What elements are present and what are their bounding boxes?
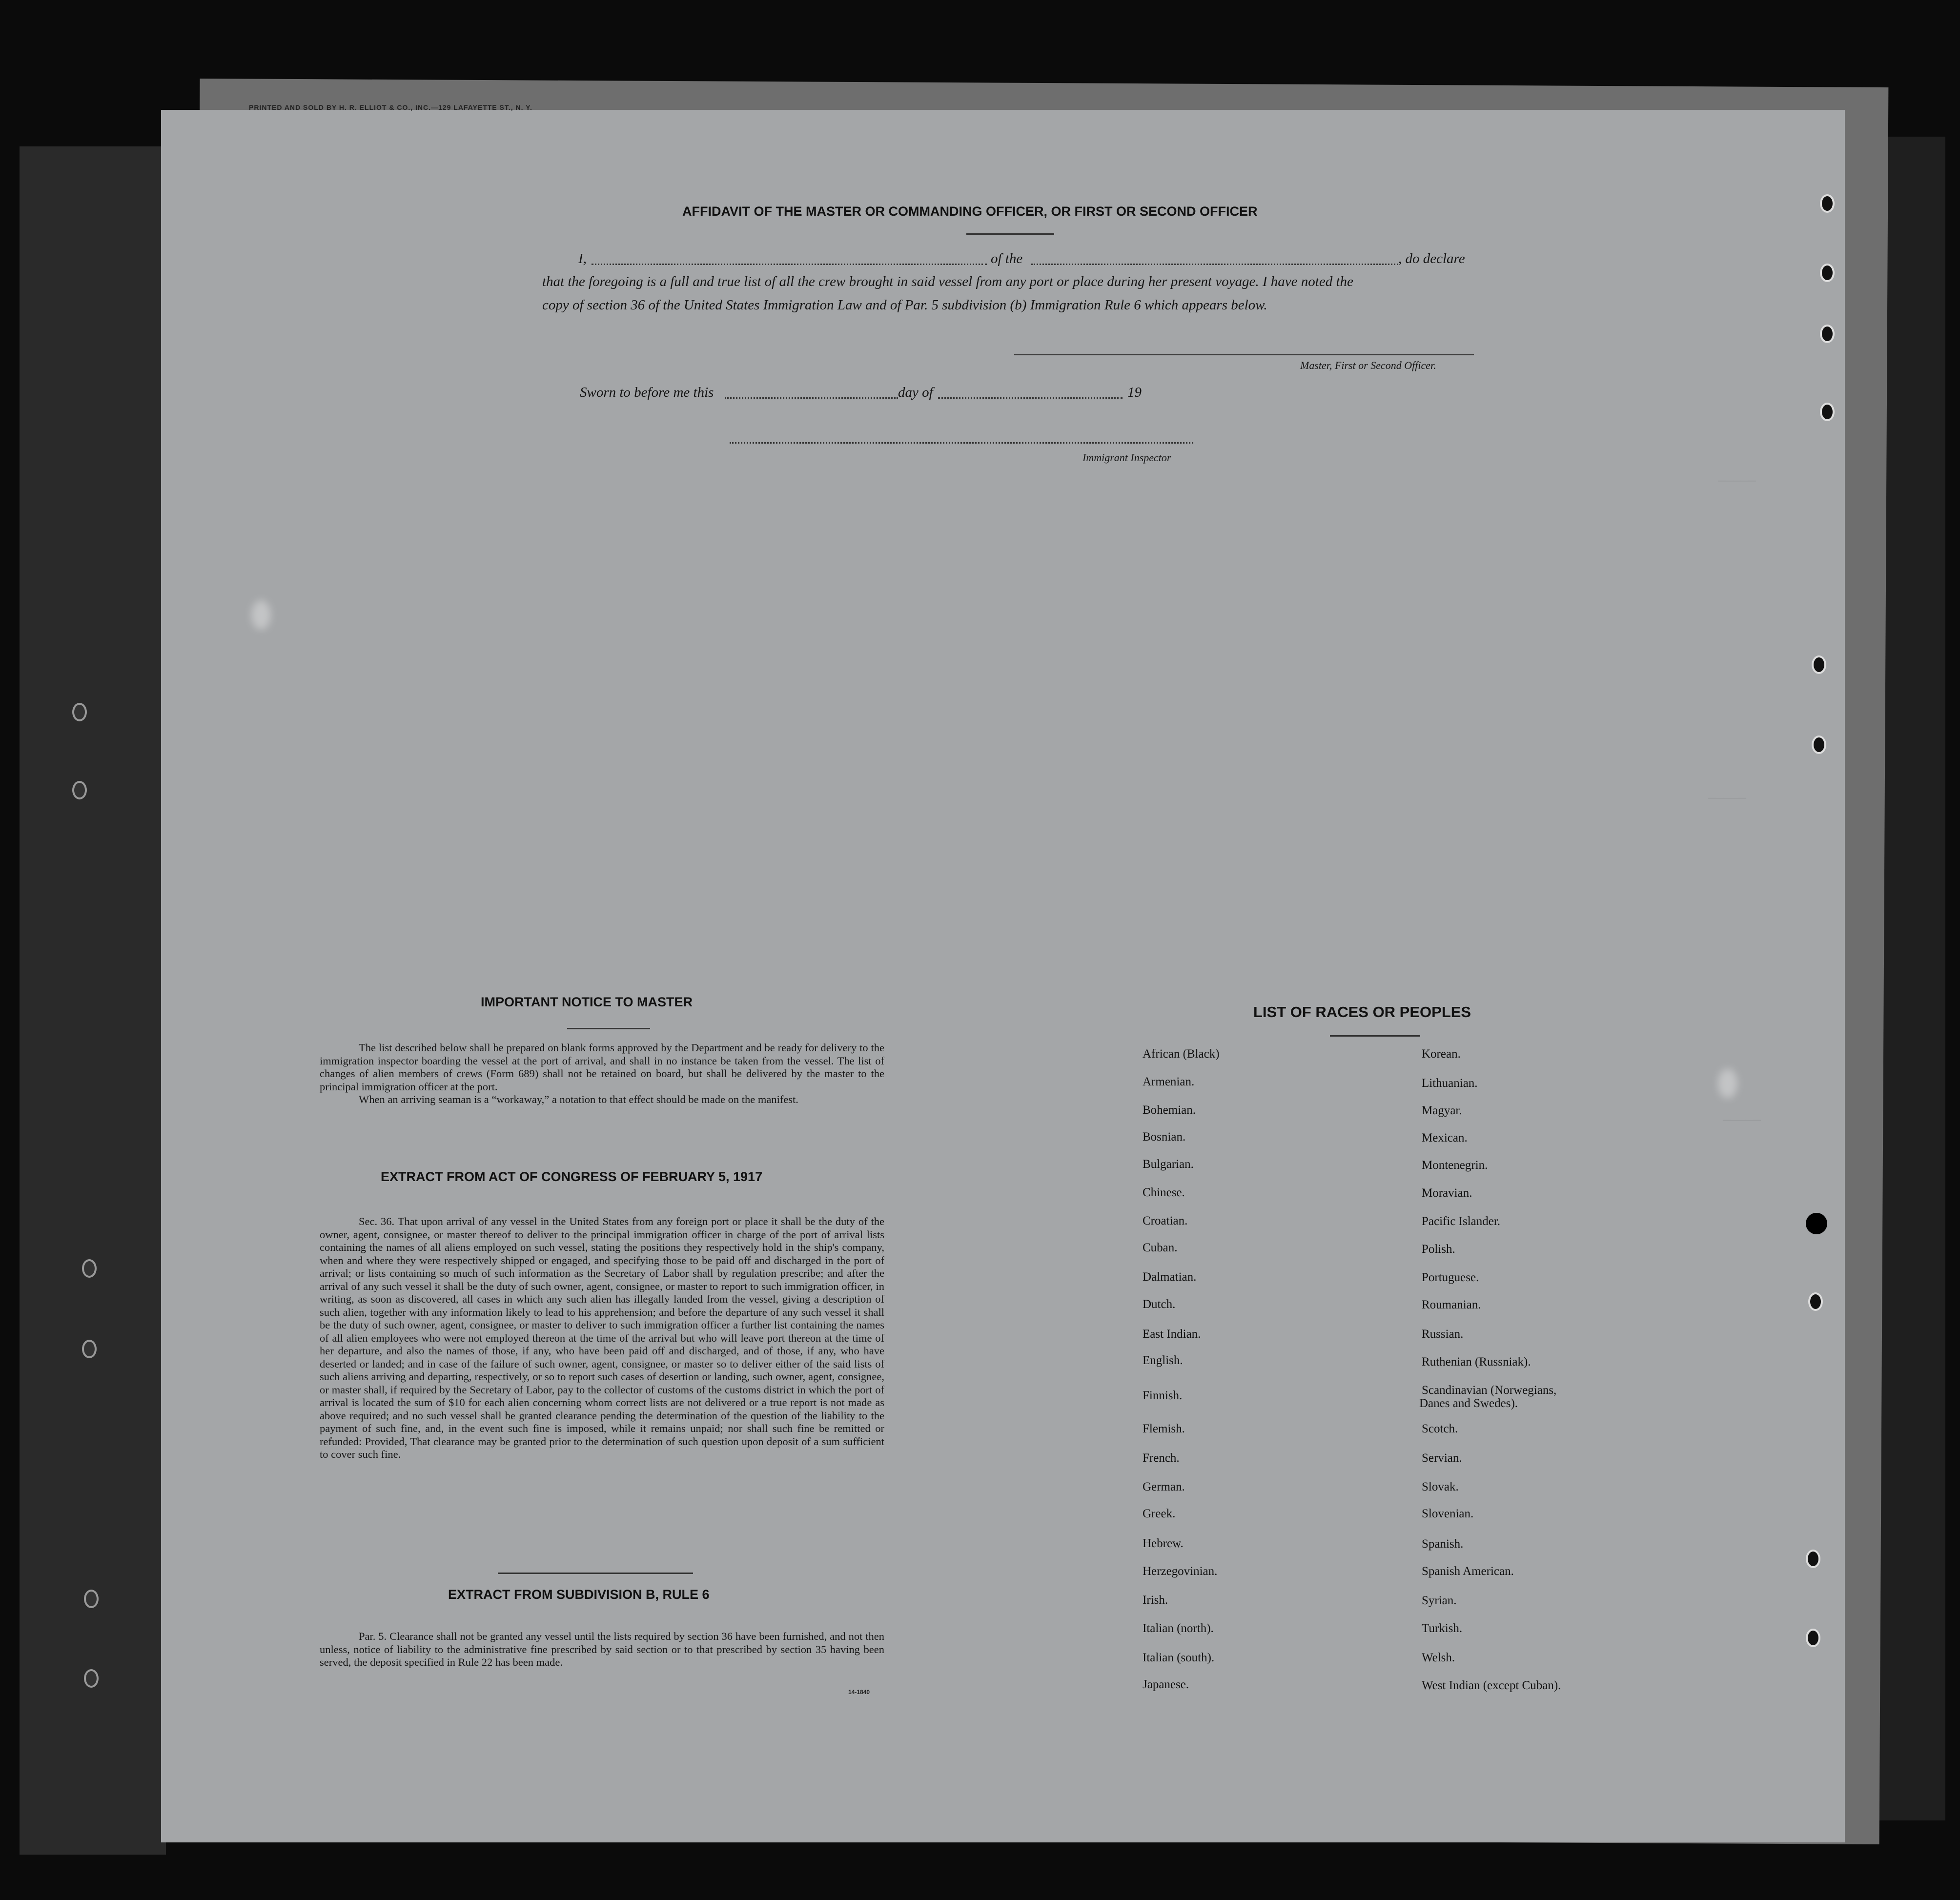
- race-item: Spanish.: [1422, 1537, 1464, 1551]
- race-item: Flemish.: [1143, 1422, 1185, 1435]
- punch-hole: [82, 1340, 97, 1358]
- race-item: Lithuanian.: [1422, 1077, 1478, 1090]
- race-item: Chinese.: [1143, 1186, 1185, 1199]
- rule6-text: [320, 1630, 884, 1669]
- rule6-title: EXTRACT FROM SUBDIVISION B, RULE 6: [448, 1587, 710, 1602]
- punch-hole: [84, 1669, 99, 1688]
- race-item: Welsh.: [1422, 1651, 1455, 1664]
- punch-hole: [1806, 1213, 1827, 1234]
- race-item: Slovak.: [1422, 1480, 1459, 1493]
- race-item: West Indian (except Cuban).: [1422, 1679, 1561, 1692]
- race-item-continuation: Danes and Swedes).: [1419, 1397, 1518, 1410]
- race-item: Slovenian.: [1422, 1507, 1474, 1520]
- race-item: Russian.: [1422, 1328, 1464, 1341]
- sworn-year: 19: [1127, 385, 1142, 400]
- race-item: African (Black): [1143, 1047, 1220, 1061]
- punch-hole: [72, 703, 87, 721]
- race-item: Herzegovinian.: [1143, 1565, 1218, 1578]
- race-item: Italian (south).: [1143, 1651, 1215, 1664]
- bleed-through: —————: [1723, 1113, 1761, 1127]
- race-item: English.: [1143, 1354, 1183, 1367]
- affidavit-do-declare: , do declare: [1398, 251, 1465, 266]
- punch-hole: [1820, 403, 1835, 421]
- punch-hole: [84, 1590, 99, 1608]
- race-item: East Indian.: [1143, 1328, 1201, 1341]
- race-item: Italian (north).: [1143, 1622, 1214, 1635]
- race-item: Pacific Islander.: [1422, 1215, 1501, 1228]
- race-item: German.: [1143, 1480, 1185, 1493]
- race-item: Servian.: [1422, 1451, 1462, 1465]
- notice-text: [320, 1042, 884, 1106]
- sworn-day-of: day of: [898, 385, 933, 400]
- race-item: Syrian.: [1422, 1594, 1457, 1607]
- affidavit-line3: copy of section 36 of the United States Immigration Law and of Par. 5 subdivision (b) Immigration Rule 6 which appears below.: [542, 297, 1267, 313]
- signature-label: Master, First or Second Officer.: [1300, 359, 1436, 371]
- race-item: Spanish American.: [1422, 1565, 1514, 1578]
- race-item: Bulgarian.: [1143, 1158, 1194, 1171]
- affidavit-line2: that the foregoing is a full and true list of all the crew brought in said vessel from any port or place during her present voyage. I have noted the: [542, 274, 1353, 289]
- divider: [567, 1028, 650, 1029]
- divider: [966, 233, 1054, 235]
- divider: [498, 1573, 693, 1574]
- race-item: Finnish.: [1143, 1389, 1183, 1402]
- races-title: LIST OF RACES OR PEOPLES: [1253, 1003, 1471, 1021]
- race-item: Montenegrin.: [1422, 1159, 1488, 1172]
- form-number: 14-1840: [848, 1689, 870, 1696]
- inspector-label: Immigrant Inspector: [1082, 451, 1171, 464]
- punch-hole: [72, 781, 87, 799]
- punch-hole: [1812, 655, 1826, 674]
- punch-hole: [1820, 264, 1835, 282]
- race-item: Greek.: [1143, 1507, 1176, 1520]
- notice-paragraph-2: When an arriving seaman is a “workaway,” a notation to that effect should be made on the manifest.: [359, 1093, 798, 1105]
- vessel-field[interactable]: [1031, 264, 1398, 265]
- punch-hole: [1808, 1292, 1823, 1311]
- race-item: Scotch.: [1422, 1422, 1458, 1435]
- race-item: Hebrew.: [1143, 1537, 1184, 1550]
- race-item: Armenian.: [1143, 1075, 1195, 1088]
- divider: [1330, 1035, 1420, 1037]
- punch-hole: [1820, 325, 1835, 343]
- race-item: Moravian.: [1422, 1186, 1472, 1200]
- bleed-through: —————: [1718, 473, 1756, 488]
- affidavit-i: I,: [578, 251, 587, 266]
- sworn-prefix: Sworn to before me this: [580, 385, 714, 400]
- race-item: Dutch.: [1143, 1298, 1176, 1311]
- race-item: Ruthenian (Russniak).: [1422, 1355, 1531, 1369]
- race-item: Magyar.: [1422, 1104, 1462, 1117]
- notice-title: IMPORTANT NOTICE TO MASTER: [481, 995, 693, 1009]
- race-item: Portuguese.: [1422, 1271, 1479, 1284]
- race-item: Turkish.: [1422, 1622, 1463, 1635]
- smudge: [1718, 1069, 1737, 1098]
- race-item: Dalmatian.: [1143, 1270, 1197, 1284]
- act-text: [320, 1215, 884, 1461]
- bleed-through: —————: [1708, 791, 1747, 805]
- signature-line[interactable]: [1014, 354, 1474, 355]
- punch-hole: [1806, 1550, 1820, 1568]
- punch-hole: [82, 1259, 97, 1278]
- race-item: Polish.: [1422, 1243, 1455, 1256]
- printer-imprint: PRINTED AND SOLD BY H. R. ELLIOT & CO., INC.—129 LAFAYETTE ST., N. Y.: [249, 103, 532, 111]
- rule6-paragraph: Par. 5. Clearance shall not be granted any vessel until the lists required by section 36 have been furnished, and not then unless, notice of liability to the administrative fine prescribed by said section or to that prescribed by section 35 having been served, the deposit specified in Rule 22 has been made.: [320, 1630, 884, 1668]
- form-page: [161, 110, 1845, 1842]
- punch-hole: [1812, 735, 1826, 754]
- race-item: Bosnian.: [1143, 1130, 1186, 1144]
- affidavit-of-the: of the: [991, 251, 1023, 266]
- race-item: French.: [1143, 1451, 1180, 1465]
- sworn-month-field[interactable]: [938, 397, 1123, 399]
- race-item: Bohemian.: [1143, 1103, 1196, 1117]
- notice-paragraph-1: The list described below shall be prepared on blank forms approved by the Department and be ready for delivery to the immigration inspector boarding the vessel at the port of arrival, and shall in no instance be taken from the vessel. The list of changes of alien members of crews (Form 689) shall not be retained on board, but shall be delivered by the master to the principal immigration officer at the port.: [320, 1042, 884, 1093]
- sworn-day-field[interactable]: [725, 397, 898, 399]
- affidavit-title: AFFIDAVIT OF THE MASTER OR COMMANDING OFFICER, OR FIRST OR SECOND OFFICER: [682, 204, 1258, 219]
- race-item: Roumanian.: [1422, 1298, 1481, 1311]
- race-item: Mexican.: [1422, 1131, 1468, 1144]
- name-field[interactable]: [592, 264, 987, 265]
- act-section-36: Sec. 36. That upon arrival of any vessel in the United States from any foreign port or place it shall be the duty of the owner, agent, consignee, or master thereof to deliver to the principal immigration officer in charge of the port of arrival lists containing the names of all aliens employed on such vessel, stating the positions they respectively hold in the ship's company, when and where they were respectively shipped or engaged, and specifying those to be paid off and discharged in the port of arrival; or lists containing so much of such information as the Secretary of Labor shall by regulation prescribe; and after the arrival of any such vessel it shall be the duty of such owner, agent, consignee, or master to report to such immigration officer, in writing, as soon as discovered, all cases in which any such alien has illegally landed from the vessel, giving a description of such alien, together with any information likely to lead to his apprehension; and before the departure of any such vessel it shall be the duty of such owner, agent, consignee, or master to deliver to such immigration officer a further list containing the names of all alien employees who were not employed thereon at the time of the arrival but who will leave port thereon at the time of her departure, and also the names of those, if any, who have been paid off and discharged, and of those, if any, who have deserted or landed; and in case of the failure of such owner, agent, consignee, or master so to deliver either of the said lists of such aliens arriving and departing, respectively, or so to report such cases of desertion or landing, such owner, agent, consignee, or master shall, if required by the Secretary of Labor, pay to the collector of customs of the customs district in which the port of arrival is located the sum of $10 for each alien concerning whom correct lists are not delivered or a true report is not made as above required; and no such vessel shall be granted clearance pending the determination of the question of the liability to the payment of such fine, and, in the event such fine is imposed, while it remains unpaid; nor shall such fine be remitted or refunded: Provided, That clearance may be granted prior to the determination of such question upon deposit of a sum sufficient to cover such fine.: [320, 1215, 884, 1460]
- smudge: [251, 600, 271, 630]
- race-item: Irish.: [1143, 1594, 1168, 1607]
- race-item: Korean.: [1422, 1047, 1461, 1061]
- punch-hole: [1806, 1629, 1820, 1647]
- race-item: Scandinavian (Norwegians,: [1422, 1384, 1557, 1397]
- punch-hole: [1820, 194, 1835, 213]
- race-item: Croatian.: [1143, 1214, 1188, 1227]
- inspector-line[interactable]: [730, 442, 1193, 444]
- race-item: Japanese.: [1143, 1678, 1189, 1691]
- race-item: Cuban.: [1143, 1241, 1178, 1254]
- act-title: EXTRACT FROM ACT OF CONGRESS OF FEBRUARY 5, 1917: [381, 1169, 763, 1184]
